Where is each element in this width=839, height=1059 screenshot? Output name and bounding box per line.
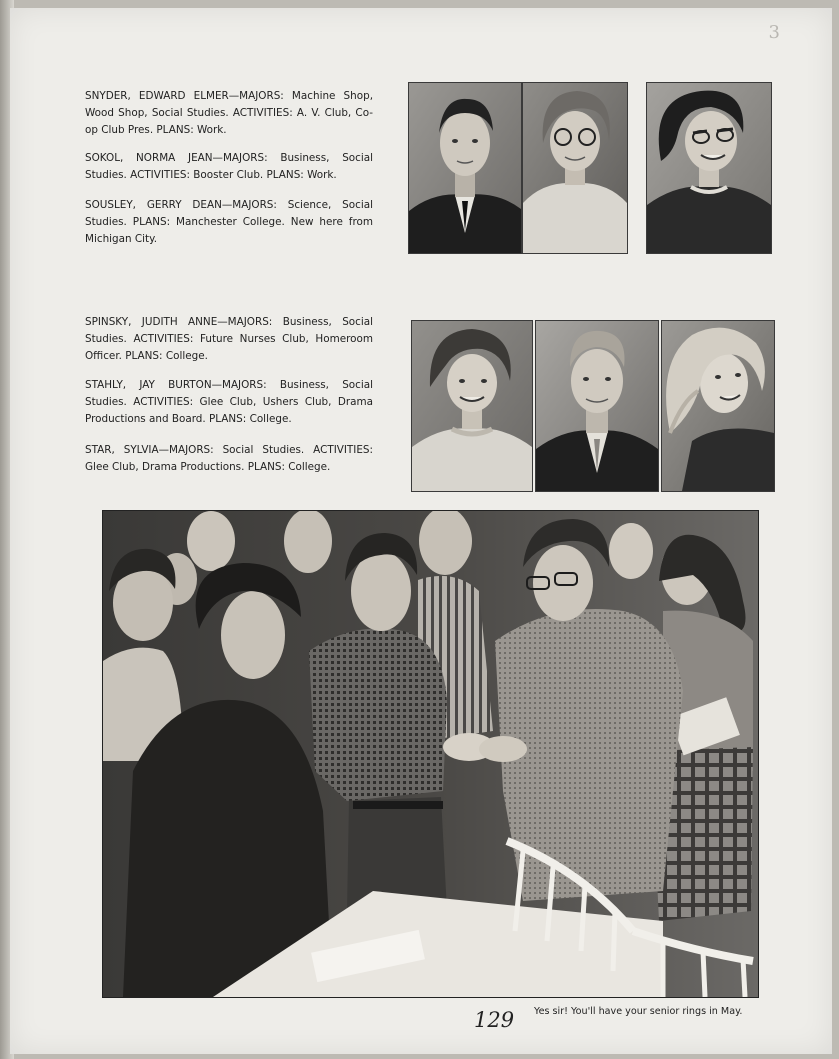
dash: — — [228, 90, 240, 102]
portrait-row-2 — [411, 320, 775, 492]
senior-name: SOUSLEY, GERRY DEAN — [85, 199, 222, 211]
portrait-sokol — [522, 82, 628, 254]
senior-details: MAJORS: Business, Social Studies. ACTIVITIES: Future Nurses Club, Homeroom Officer. PLANS: College. — [85, 316, 374, 362]
senior-name: STAHLY, JAY BURTON — [85, 379, 212, 391]
senior-name: SOKOL, NORMA JEAN — [85, 152, 213, 164]
senior-details: MAJORS: Business, Social Studies. ACTIVITIES: Glee Club, Ushers Club, Drama Productions and Board. PLANS: College. — [85, 379, 373, 425]
senior-bio-sousley — [85, 197, 373, 248]
dash: — — [217, 316, 228, 328]
portrait-spinsky — [411, 320, 533, 492]
portrait-row-1 — [408, 82, 772, 254]
senior-bio-star — [85, 442, 373, 476]
senior-details: MAJORS: Business, Social Studies. ACTIVITIES: Booster Club. PLANS: Work. — [85, 152, 373, 181]
portrait-star — [661, 320, 775, 492]
dash: — — [212, 152, 223, 164]
senior-details: MAJORS: Social Studies. ACTIVITIES: Glee Club, Drama Productions. PLANS: College. — [85, 444, 373, 473]
dash: — — [211, 379, 222, 391]
page-number: 129 — [474, 1008, 515, 1032]
dash: — — [221, 199, 233, 211]
group-photo-senior-rings — [102, 510, 759, 998]
pencil-page-mark: 3 — [768, 22, 780, 43]
senior-name: STAR, SYLVIA — [85, 444, 159, 456]
senior-bio-spinsky — [85, 314, 373, 365]
photo-caption: Yes sir! You'll have your senior rings in May. — [534, 1006, 743, 1017]
portrait-sousley — [646, 82, 772, 254]
portrait-stahly — [535, 320, 659, 492]
dash: — — [158, 444, 169, 456]
senior-name: SNYDER, EDWARD ELMER — [85, 90, 229, 102]
senior-name: SPINSKY, JUDITH ANNE — [85, 316, 218, 328]
senior-bio-snyder — [85, 88, 373, 139]
senior-details: MAJORS: Science, Social Studies. PLANS: Manchester College. New here from Michigan City. — [85, 199, 373, 245]
senior-bio-stahly — [85, 377, 373, 428]
senior-details: MAJORS: Machine Shop, Wood Shop, Social Studies. ACTIVITIES: A. V. Club, Co-op Club Pres. PLANS: Work. — [85, 90, 373, 136]
portrait-snyder — [408, 82, 522, 254]
senior-bio-sokol — [85, 150, 373, 184]
